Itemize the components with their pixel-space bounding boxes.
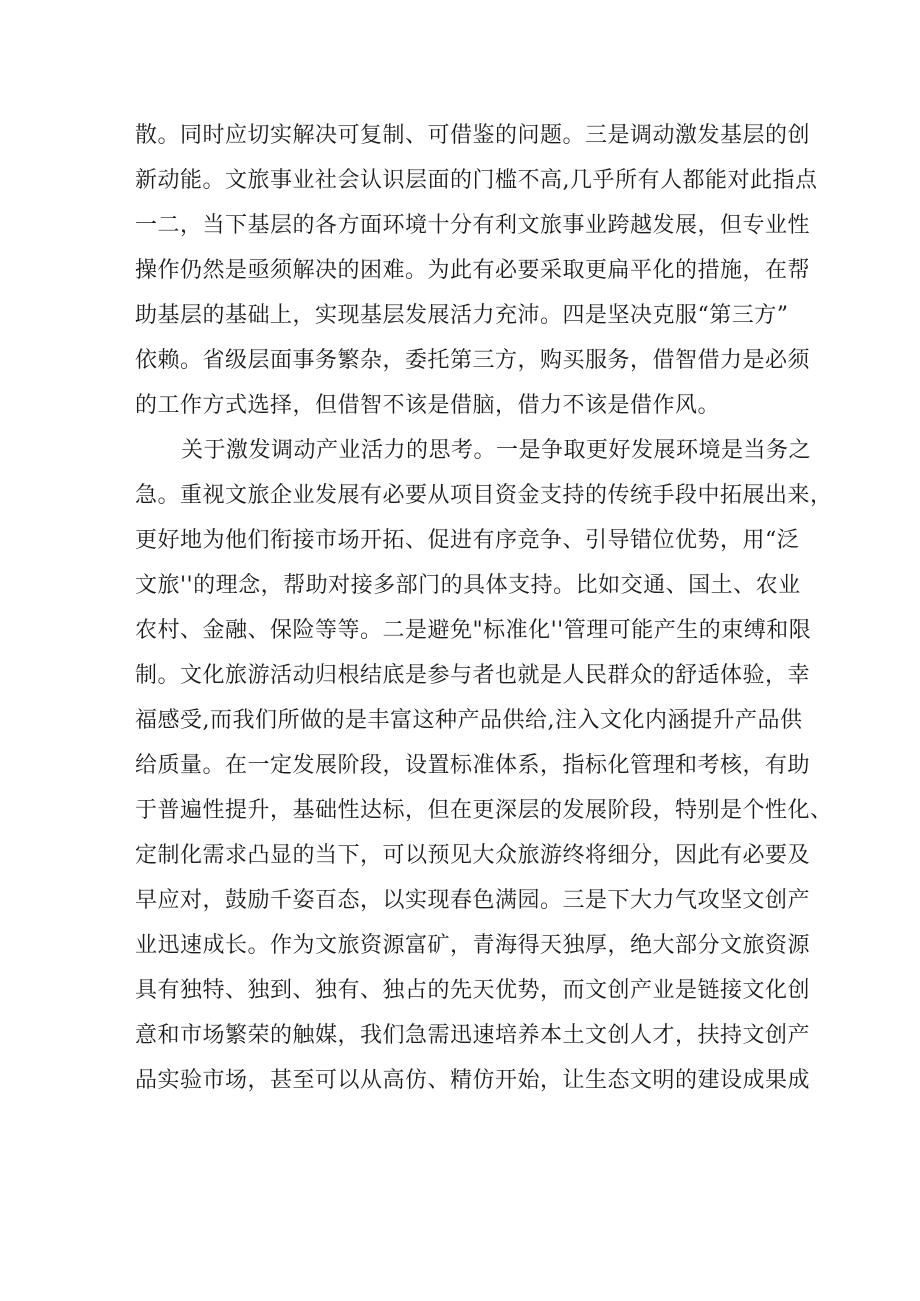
text-line: 一二，当下基层的各方面环境十分有利文旅事业跨越发展，但专业性: [135, 213, 811, 238]
text-line: 品实验市场，甚至可以从高仿、精仿开始，让生态文明的建设成果成: [135, 1068, 811, 1093]
text-line: 农村、金融、保险等等。二是避免"标准化''管理可能产生的束缚和限: [135, 618, 812, 643]
text-line: 给质量。在一定发展阶段，设置标准体系，指标化管理和考核，有助: [135, 753, 811, 778]
text-line: 依赖。省级层面事务繁杂，委托第三方，购买服务，借智借力是必须: [135, 348, 811, 373]
paragraph-2: [135, 428, 833, 1103]
text-line: 文旅''的理念，帮助对接多部门的具体支持。比如交通、国土、农业: [135, 573, 801, 598]
text-line: 业迅速成长。作为文旅资源富矿，青海得天独厚，绝大部分文旅资源: [135, 933, 811, 958]
text-line: 福感受,而我们所做的是丰富这种产品供给,注入文化内涵提升产品供: [135, 708, 803, 733]
text-line: 急。重视文旅企业发展有必要从项目资金支持的传统手段中拓展出来，: [135, 483, 833, 508]
text-line: 关于激发调动产业活力的思考。一是争取更好发展环境是当务之: [181, 438, 812, 463]
text-line: 散。同时应切实解决可复制、可借鉴的问题。三是调动激发基层的创: [135, 123, 811, 148]
paragraph-1: [135, 113, 818, 428]
text-line: 的工作方式选择，但借智不该是借脑，借力不该是借作风。: [135, 393, 721, 418]
text-line: 具有独特、独到、独有、独占的先天优势，而文创产业是链接文化创: [135, 978, 811, 1003]
text-line: 意和市场繁荣的触媒，我们急需迅速培养本土文创人才，扶持文创产: [135, 1023, 811, 1048]
body-text: [135, 113, 833, 1103]
text-line: 定制化需求凸显的当下，可以预见大众旅游终将细分，因此有必要及: [135, 843, 811, 868]
text-line: 操作仍然是亟须解决的困难。为此有必要采取更扁平化的措施，在帮: [135, 258, 811, 283]
text-line: 制。文化旅游活动归根结底是参与者也就是人民群众的舒适体验，幸: [135, 663, 811, 688]
text-line: 早应对，鼓励千姿百态，以实现春色满园。三是下大力气攻坚文创产: [135, 888, 811, 913]
text-line: 于普遍性提升，基础性达标，但在更深层的发展阶段，特别是个性化、: [135, 798, 833, 823]
text-line: 新动能。文旅事业社会认识层面的门槛不高,几乎所有人都能对此指点: [135, 168, 818, 193]
text-line: 更好地为他们衔接市场开拓、促进有序竞争、引导错位优势，用“泛: [135, 528, 800, 553]
text-line: 助基层的基础上，实现基层发展活力充沛。四是坚决克服“第三方”: [135, 303, 789, 328]
